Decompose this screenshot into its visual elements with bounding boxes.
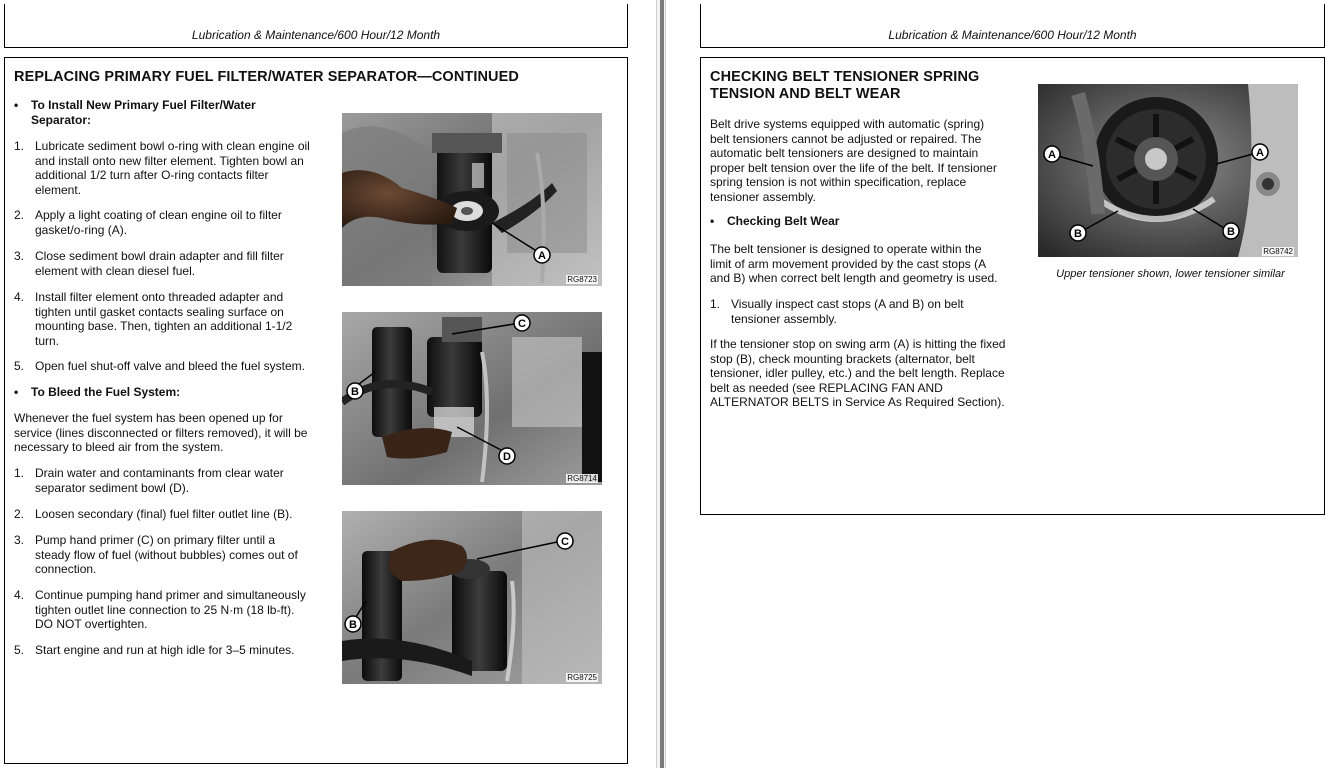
step-text: Close sediment bowl drain adapter and fill filter element with clean diesel fuel. <box>35 249 284 278</box>
step-number: 3. <box>14 249 25 263</box>
step-number: 5. <box>14 643 25 657</box>
left-content-box: REPLACING PRIMARY FUEL FILTER/WATER SEPARATOR—CONTINUED • To Install New Primary Fuel Filter/Water Separator: 1. Lubricate sediment bowl o-ring with clean engine oil and install onto new filter element. Tighten bowl an additional 1/2 turn after O-ring contacts filter element. 2. Apply a light coating of clean engine oil to filter gasket/o-ring (A). 3. Close sediment bowl drain adapter and fill filter element with clean diesel fuel. 4. Install filter element onto threaded adapter and tighten until gasket contacts sealing surface on mounting base. Then, tighten an additional 1-1/2 turn. 5. Open fuel shut-off valve and bleed the fuel system. • To Bleed the Fuel System: Whenever the fuel system has been opened up for service (lines disconnected or filters removed), it will be necessary to bleed air from the system. 1. Drain water and contaminants from clear water separator sediment bowl (D). 2. Loosen secondary (final) fuel filter outlet line (B). 3. Pump hand primer (C) on primary filter until a steady flow of fuel (without bubbles) comes out of connection. 4. Continue pumping hand primer and simultaneously tighten outlet line connection to 25 N·m (18 lb-ft). DO NOT overtighten. 5. Start engine and run at high idle for 3–5 minutes. A RG8723 C B D RG8714 C B RG8725 <box>4 57 628 764</box>
photo-bleed-filter-image <box>342 312 602 485</box>
bullet-wear-label: Checking Belt Wear <box>727 214 840 228</box>
figure-code: RG8742 <box>1263 247 1293 256</box>
step-number: 1. <box>710 297 721 311</box>
step-number: 4. <box>14 290 25 304</box>
svg-text:D: D <box>503 451 511 463</box>
svg-text:C: C <box>518 318 526 330</box>
step-text: Lubricate sediment bowl o-ring with clean engine oil and install onto new filter element. Tighten bowl an additional 1/2 turn after O-ring contacts filter element. <box>35 139 310 197</box>
step-text: Visually inspect cast stops (A and B) on belt tensioner assembly. <box>731 297 964 326</box>
wear-intro: The belt tensioner is designed to operate within the limit of arm movement provided by the cast stops (A and B) when correct belt length and geometry is used. <box>710 242 998 285</box>
step-text: Loosen secondary (final) fuel filter outlet line (B). <box>35 507 293 521</box>
step-number: 1. <box>14 466 25 480</box>
step-text: Drain water and contaminants from clear water separator sediment bowl (D). <box>35 466 284 495</box>
left-section-title: REPLACING PRIMARY FUEL FILTER/WATER SEPARATOR—CONTINUED <box>14 69 519 85</box>
step-text: Start engine and run at high idle for 3–5 minutes. <box>35 643 295 657</box>
photo-hand-primer-image <box>342 511 602 684</box>
figure-code: RG8723 <box>567 275 597 284</box>
figure-code: RG8714 <box>567 474 597 483</box>
step-text: Install filter element onto threaded adapter and tighten until gasket contacts sealing surface on mounting base. Then, tighten an additional 1-1/2 turn. <box>35 290 293 348</box>
wear-closing: If the tensioner stop on swing arm (A) is hitting the fixed stop (B), check mounting brackets (alternator, belt tensioner, idler pulley, etc.) and the belt length. Replace belt as needed (see REPLACING FAN AND ALTERNATOR BELTS in Service As Required Section). <box>710 337 1006 409</box>
tensioner-intro: Belt drive systems equipped with automatic (spring) belt tensioners cannot be adjusted or repaired. The automatic belt tensioners are designed to maintain proper belt tension over the life of the belt. If tensioner spring tension is not within specification, replace tensioner assembly. <box>710 117 997 204</box>
svg-text:A: A <box>1256 147 1264 159</box>
callout-a: A <box>538 250 546 262</box>
right-title-line1: CHECKING BELT TENSIONER SPRING <box>710 69 980 85</box>
left-header-box <box>4 4 628 48</box>
step-text: Continue pumping hand primer and simultaneously tighten outlet line connection to 25 N·m (18 lb-ft). DO NOT overtighten. <box>35 588 306 631</box>
step-text: Apply a light coating of clean engine oil to filter gasket/o-ring (A). <box>35 208 282 237</box>
svg-text:C: C <box>561 536 569 548</box>
figure-rg8742 <box>1038 84 1298 257</box>
photo-filter-install-image <box>342 113 602 286</box>
svg-text:B: B <box>1227 226 1235 238</box>
step-number: 2. <box>14 507 25 521</box>
svg-text:A: A <box>1048 149 1056 161</box>
step-number: 3. <box>14 533 25 547</box>
right-header-box <box>700 4 1325 48</box>
left-header-text: Lubrication & Maintenance/600 Hour/12 Month <box>191 28 441 42</box>
svg-text:B: B <box>351 386 359 398</box>
svg-text:B: B <box>349 619 357 631</box>
bleed-intro: Whenever the fuel system has been opened up for service (lines disconnected or filters removed), it will be necessary to bleed air from the system. <box>14 411 308 454</box>
step-number: 2. <box>14 208 25 222</box>
right-section-title <box>710 69 979 103</box>
right-header-text: Lubrication & Maintenance/600 Hour/12 Month <box>888 28 1137 42</box>
step-number: 5. <box>14 359 25 373</box>
step-number: 1. <box>14 139 25 153</box>
figure-code: RG8725 <box>567 673 597 682</box>
bullet-install-label: To Install New Primary Fuel Filter/Water Separator: <box>31 98 256 127</box>
right-title-line2: TENSION AND BELT WEAR <box>710 86 901 102</box>
right-page <box>666 0 1333 768</box>
right-content-box: CHECKING BELT TENSIONER SPRING TENSION AND BELT WEAR Belt drive systems equipped with automatic (spring) belt tensioners cannot be adjusted or repaired. The automatic belt tensioners are designed to maintain proper belt tension over the life of the belt. If tensioner spring tension is not within specification, replace tensioner assembly. • Checking Belt Wear The belt tensioner is designed to operate within the limit of arm movement provided by the cast stops (A and B) when correct belt length and geometry is used. 1. Visually inspect cast stops (A and B) on belt tensioner assembly. If the tensioner stop on swing arm (A) is hitting the fixed stop (B), check mounting brackets (alternator, belt tensioner, idler pulley, etc.) and the belt length. Replace belt as needed (see REPLACING FAN AND ALTERNATOR BELTS in Service As Required Section). A A B B RG8742 Upper tensioner shown, lower tensioner similar <box>700 57 1325 515</box>
left-page <box>0 0 656 768</box>
figure-rg8723 <box>342 113 602 286</box>
figure-rg8714 <box>342 312 602 485</box>
figure-rg8725 <box>342 511 602 684</box>
bullet-bleed-label: To Bleed the Fuel System: <box>31 385 181 399</box>
photo-belt-tensioner-image <box>1038 84 1298 257</box>
step-number: 4. <box>14 588 25 602</box>
page-divider <box>660 0 664 768</box>
figure-caption: Upper tensioner shown, lower tensioner similar <box>1056 268 1285 280</box>
svg-text:B: B <box>1074 228 1082 240</box>
step-text: Pump hand primer (C) on primary filter until a steady flow of fuel (without bubbles) comes out of connection. <box>35 533 298 576</box>
step-text: Open fuel shut-off valve and bleed the fuel system. <box>35 359 305 373</box>
